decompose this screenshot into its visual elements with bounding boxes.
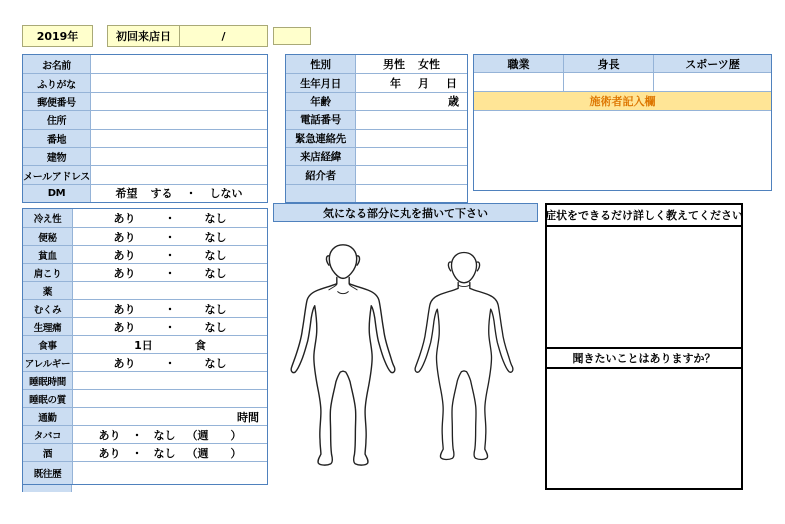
value-text: あり bbox=[98, 428, 121, 442]
symptoms-question-header: 症状をできるだけ詳しく教えてください bbox=[547, 205, 741, 227]
value-text: なし bbox=[204, 230, 227, 244]
row-label: DM bbox=[23, 185, 91, 202]
row-value-cell[interactable] bbox=[73, 462, 267, 484]
height-input-cell[interactable] bbox=[564, 73, 654, 90]
row-value-cell[interactable] bbox=[73, 408, 267, 425]
value-text: あり bbox=[113, 212, 136, 225]
table-row bbox=[286, 55, 467, 73]
value-text: なし bbox=[153, 428, 176, 442]
row-value-cell[interactable] bbox=[356, 166, 467, 183]
table-row bbox=[23, 147, 267, 165]
table-row bbox=[23, 209, 267, 227]
symptoms-input-area[interactable] bbox=[547, 227, 741, 349]
sports-history-header: スポーツ歴 bbox=[654, 55, 771, 72]
table-row bbox=[23, 299, 267, 317]
profile-table bbox=[22, 54, 268, 203]
value-text: ・ bbox=[164, 356, 176, 370]
row-label: 睡眠時間 bbox=[23, 372, 73, 389]
row-label: 年齢 bbox=[286, 93, 356, 110]
top-small-cell[interactable] bbox=[273, 27, 311, 45]
row-label: 建物 bbox=[23, 148, 91, 165]
row-label: タバコ bbox=[23, 426, 73, 443]
row-label: 酒 bbox=[23, 444, 73, 461]
value-text: なし bbox=[153, 446, 176, 460]
table-row bbox=[23, 317, 267, 335]
value-text: 日 bbox=[446, 77, 457, 91]
row-label: 既往歴 bbox=[23, 462, 73, 484]
first-visit-cell bbox=[107, 25, 268, 47]
row-label: 薬 bbox=[23, 282, 73, 299]
table-row bbox=[23, 165, 267, 183]
year-text: 2019年 bbox=[36, 30, 79, 43]
row-label: 番地 bbox=[23, 130, 91, 147]
table-row bbox=[23, 245, 267, 263]
row-label: 生理痛 bbox=[23, 318, 73, 335]
figure-instruction-header: 気になる部分に丸を描いて下さい bbox=[273, 203, 538, 222]
ask-input-area[interactable] bbox=[547, 369, 741, 488]
value-text: ・ bbox=[164, 230, 176, 244]
row-label: 性別 bbox=[286, 55, 356, 73]
table-row bbox=[23, 184, 267, 202]
next-row-fragment bbox=[22, 485, 72, 492]
row-value-cell[interactable] bbox=[356, 148, 467, 165]
value-text: なし bbox=[204, 248, 227, 262]
row-value-cell[interactable] bbox=[73, 228, 267, 245]
row-label: 郵便番号 bbox=[23, 93, 91, 110]
occupation-input-row bbox=[474, 73, 771, 91]
value-text: ・ bbox=[131, 428, 143, 442]
value-text: ・ bbox=[164, 248, 176, 262]
value-text: なし bbox=[204, 212, 227, 225]
value-text: あり bbox=[113, 248, 136, 262]
row-label: むくみ bbox=[23, 300, 73, 317]
row-label: アレルギー bbox=[23, 354, 73, 371]
row-label: 貧血 bbox=[23, 246, 73, 263]
row-label: 肩こり bbox=[23, 264, 73, 281]
value-text: ・ bbox=[185, 187, 197, 201]
value-text: あり bbox=[113, 302, 136, 316]
row-value-cell[interactable] bbox=[91, 55, 267, 73]
row-value-cell[interactable] bbox=[73, 246, 267, 263]
body-back-figure[interactable] bbox=[414, 233, 514, 482]
row-value-cell[interactable] bbox=[91, 74, 267, 91]
value-text: （週 ） bbox=[186, 446, 242, 460]
table-row bbox=[286, 73, 467, 91]
body-front-figure[interactable] bbox=[290, 230, 396, 484]
row-label: 冷え性 bbox=[23, 209, 73, 227]
row-value-cell[interactable] bbox=[356, 130, 467, 147]
table-row bbox=[286, 184, 467, 202]
value-text: なし bbox=[204, 356, 227, 370]
table-row bbox=[23, 129, 267, 147]
row-label: 紹介者 bbox=[286, 166, 356, 183]
row-value-cell[interactable] bbox=[73, 264, 267, 281]
table-row bbox=[23, 407, 267, 425]
value-text: 女性 bbox=[418, 58, 440, 72]
health-table bbox=[22, 208, 268, 485]
value-text: 食 bbox=[194, 338, 206, 352]
value-text: あり bbox=[113, 320, 136, 334]
value-text: あり bbox=[113, 266, 136, 280]
value-text: 希望 bbox=[115, 187, 138, 201]
table-row bbox=[23, 461, 267, 484]
occupation-header: 職業 bbox=[474, 55, 564, 72]
row-label: 電話番号 bbox=[286, 111, 356, 128]
row-value-cell[interactable] bbox=[73, 282, 267, 299]
table-row bbox=[23, 73, 267, 91]
value-text: ・ bbox=[164, 320, 176, 334]
value-text: （週 ） bbox=[186, 428, 242, 442]
occupation-header-row bbox=[474, 55, 771, 73]
value-text: なし bbox=[204, 266, 227, 280]
value-text: 1日 bbox=[134, 338, 153, 352]
row-value-cell[interactable] bbox=[356, 111, 467, 128]
row-value-cell[interactable] bbox=[91, 93, 267, 110]
row-label: 住所 bbox=[23, 111, 91, 128]
row-value-cell[interactable] bbox=[73, 354, 267, 371]
row-value-cell[interactable] bbox=[73, 300, 267, 317]
first-visit-value-cell[interactable]: / bbox=[221, 29, 226, 43]
table-row bbox=[23, 353, 267, 371]
table-row bbox=[23, 371, 267, 389]
value-text: なし bbox=[204, 302, 227, 316]
table-row bbox=[23, 55, 267, 73]
contact-table bbox=[285, 54, 468, 203]
value-text: しない bbox=[209, 187, 243, 201]
value-text: あり bbox=[98, 446, 121, 460]
value-text: ・ bbox=[131, 446, 143, 460]
row-value-cell[interactable] bbox=[356, 93, 467, 110]
row-value-cell[interactable] bbox=[356, 185, 467, 202]
table-row bbox=[23, 335, 267, 353]
row-label: 睡眠の質 bbox=[23, 390, 73, 407]
row-value-cell[interactable] bbox=[356, 74, 467, 91]
row-value-cell[interactable] bbox=[73, 336, 267, 353]
row-value-cell[interactable] bbox=[91, 148, 267, 165]
table-row bbox=[23, 110, 267, 128]
ask-question-header: 聞きたいことはありますか？ bbox=[547, 349, 741, 369]
row-value-cell[interactable] bbox=[91, 130, 267, 147]
row-value-cell[interactable] bbox=[91, 185, 267, 202]
row-label: メールアドレス bbox=[23, 166, 91, 183]
table-row bbox=[286, 110, 467, 128]
value-text: なし bbox=[204, 320, 227, 334]
occupation-input-cell[interactable] bbox=[474, 73, 564, 90]
table-row bbox=[23, 227, 267, 245]
row-value-cell[interactable] bbox=[356, 55, 467, 73]
year-cell[interactable] bbox=[22, 25, 93, 47]
table-row bbox=[23, 263, 267, 281]
first-visit-label: 初回来店日 bbox=[108, 26, 180, 46]
row-label bbox=[286, 185, 356, 202]
row-label: 緊急連絡先 bbox=[286, 130, 356, 147]
practitioner-notes-area[interactable] bbox=[474, 111, 771, 190]
row-value-cell[interactable] bbox=[73, 426, 267, 443]
row-label: ふりがな bbox=[23, 74, 91, 91]
row-label: 生年月日 bbox=[286, 74, 356, 91]
table-row bbox=[23, 92, 267, 110]
row-value-cell[interactable] bbox=[73, 318, 267, 335]
row-value-cell[interactable] bbox=[73, 390, 267, 407]
row-value-cell[interactable] bbox=[73, 209, 267, 227]
value-text: ・ bbox=[164, 212, 176, 225]
table-row bbox=[286, 147, 467, 165]
row-label: お名前 bbox=[23, 55, 91, 73]
row-label: 来店経緯 bbox=[286, 148, 356, 165]
value-text: する bbox=[150, 187, 173, 201]
row-label: 通勤 bbox=[23, 408, 73, 425]
row-value-cell[interactable] bbox=[91, 111, 267, 128]
value-text: 時間 bbox=[237, 410, 259, 424]
value-text: 年 bbox=[390, 77, 401, 91]
row-label: 便秘 bbox=[23, 228, 73, 245]
row-value-cell[interactable] bbox=[73, 444, 267, 461]
value-text: 月 bbox=[418, 77, 429, 91]
value-text: ・ bbox=[164, 266, 176, 280]
table-row bbox=[286, 129, 467, 147]
table-row bbox=[286, 92, 467, 110]
value-text: ・ bbox=[164, 302, 176, 316]
table-row bbox=[23, 281, 267, 299]
sports-history-input-cell[interactable] bbox=[654, 73, 771, 90]
table-row bbox=[23, 443, 267, 461]
row-value-cell[interactable] bbox=[91, 166, 267, 183]
table-row bbox=[286, 165, 467, 183]
row-value-cell[interactable] bbox=[73, 372, 267, 389]
height-header: 身長 bbox=[564, 55, 654, 72]
occupation-table bbox=[473, 54, 772, 191]
practitioner-entry-band: 施術者記入欄 bbox=[474, 92, 771, 111]
value-text: 歳 bbox=[448, 95, 459, 109]
table-row bbox=[23, 389, 267, 407]
value-text: あり bbox=[113, 356, 136, 370]
value-text: 男性 bbox=[383, 58, 405, 72]
table-row bbox=[23, 425, 267, 443]
row-label: 食事 bbox=[23, 336, 73, 353]
value-text: あり bbox=[113, 230, 136, 244]
symptoms-panel bbox=[545, 203, 743, 490]
